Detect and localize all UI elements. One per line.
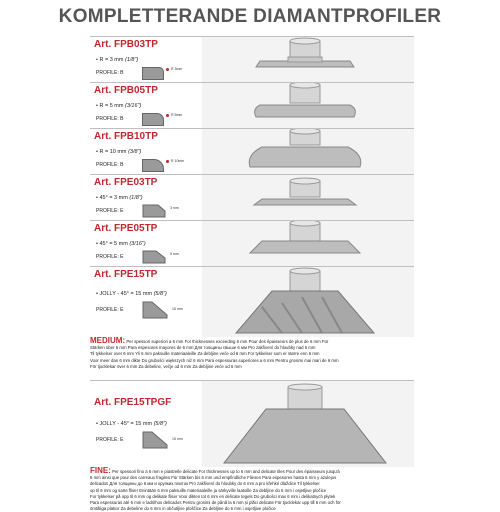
article-number: Art. FPE15TPGF [94,397,172,408]
product-info [90,381,200,467]
radius-marker [166,114,169,117]
product-row [90,36,414,83]
profile-label: PROFILE: E [96,437,124,443]
profile-swatch [142,67,164,80]
profile-label: PROFILE: B [96,162,124,168]
radius-label: R 3mm [171,67,183,71]
diamond-profile-wheel-icon [202,175,414,221]
product-row [90,266,414,337]
spec-fraction: (3/8") [128,149,142,155]
spec-value: 45° = 5 mm [99,241,128,247]
spec-value: 45° = 3 mm [99,195,128,201]
profile-label: PROFILE: B [96,70,124,76]
chamfer-profile-swatch [142,301,168,319]
chamfer-profile-swatch [142,204,166,218]
fine-note-line: 6 mm ainsi que pour des carreaux fragiles Für Stärken bis 6 mm und empfindliche Fliesen Para espesores hasta 6 mm y azulejos [90,475,337,481]
chamfer-profile-swatch [142,250,166,264]
fine-note-line: ömtåliga plattor Za debeline do 6 mm in občutljive ploščice Za debljine do 6 mm i osjetljive pločice [90,506,276,512]
product-image [202,129,414,175]
page-title: KOMPLETTERANDE DIAMANTPROFILER [58,6,442,27]
medium-note-line: Voor meer dan 6 mm dikte Do grubości większych niż 6 mm Para espessuras superiores a 6 mm Pentru grosimi mai mari de 6 mm [90,357,339,363]
product-info [90,175,200,221]
diamond-profile-wheel-icon [202,37,414,83]
spec-fraction: (3/16") [129,241,146,247]
article-number: Art. FPB03TP [94,39,158,50]
spec-value: JOLLY - 45° = 15 mm [99,421,153,427]
spec-fraction: (5/8") [153,421,167,427]
radius-label: 3 mm [170,206,179,210]
fine-note-line: Per spessori fino a 6 mm e piastrelle delicate For thicknesses up to 6 mm and delicate tiles Pour des épaisseurs jusqu'à [112,469,340,474]
radius-label: 15 mm [172,307,183,311]
spec-text: • JOLLY - 45° = 15 mm (5/8") [96,421,167,427]
article-number: Art. FPE15TP [94,269,158,280]
fine-notes [90,468,414,512]
fine-note-line: Para espessuras até 6 mm e ladrilhos delicados Pentru grosimi de până la 6 mm și plăci delicate För tjocklekar upp till 6 mm och för [90,500,341,506]
product-image [202,381,414,467]
article-number: Art. FPE05TP [94,223,158,234]
product-row [90,174,414,221]
radius-label: 15 mm [172,437,183,441]
spec-fraction: (1/8") [129,195,143,201]
product-row [90,82,414,129]
spec-value: R = 10 mm [99,149,127,155]
spec-value: JOLLY - 45° = 15 mm [99,291,153,297]
product-row [90,380,414,467]
radius-label: R 10mm [171,159,185,163]
product-image [202,175,414,221]
medium-note-line: Til tykkelser over 6 mm Yli 6 mm paksuille materiaaleille Za debljine veće od 6 mm For tykkelser som er større enn 6 mm [90,351,320,357]
product-sheet [90,36,414,512]
fine-note-line: For tykkelser på opp til 6 mm og delikate fliser Voor dikten tot 6 mm en delicate tegels Do grubości max 6 mm i delikatnych płytek [90,493,336,499]
medium-label: MEDIUM: [90,336,126,345]
profile-label: PROFILE: E [96,307,124,313]
spec-text: • R = 3 mm (1/8") [96,57,139,63]
spec-text: • R = 5 mm (3/16") [96,103,142,109]
medium-note-line: För tjocklekar över 6 mm Za debeline, večje od 6 mm Za debljine veće od 6 mm [90,363,242,369]
product-info [90,37,200,83]
medium-note-line: Per spessori superiori a 6 mm For thicknesses exceeding 6 mm Pour des épaisseurs de plus de 6 mm Für [126,339,329,344]
diamond-profile-wheel-icon [202,129,414,175]
medium-notes [90,338,414,370]
spec-text: • JOLLY - 45° = 15 mm (5/8") [96,291,167,297]
spec-text: • R = 10 mm (3/8") [96,149,142,155]
product-image [202,267,414,337]
diamond-profile-wheel-icon [202,221,414,267]
product-image [202,37,414,83]
spec-fraction: (5/8") [153,291,167,297]
fine-note-line: op til 6 mm og sarte fliser Enintään 6 mm paksuille materiaaleille ja särkyville laatoille Za debljine do 6 mm i osjetljive pločice [90,487,327,493]
product-row [90,128,414,175]
spec-fraction: (3/16") [125,103,142,109]
profile-swatch [142,159,164,172]
radius-marker [166,160,169,163]
profile-label: PROFILE: B [96,116,124,122]
radius-label: R 5mm [171,113,183,117]
spec-value: R = 5 mm [99,103,124,109]
chamfer-profile-swatch [142,431,168,449]
jolly-diamond-wheel-icon [202,267,414,337]
diamond-profile-wheel-icon [202,83,414,129]
radius-marker [166,68,169,71]
product-image [202,221,414,267]
article-number: Art. FPB10TP [94,131,158,142]
spec-fraction: (1/8") [125,57,139,63]
fine-note-line: delicados Для толщины до 6 мм и хрупких плиток Pro zakřivení do hloubky do 6 mm a pro křehké dlaždice Til tykkelser [90,481,320,487]
profile-label: PROFILE: E [96,208,124,214]
jolly-diamond-wheel-icon [202,381,414,467]
radius-label: 5 mm [170,252,179,256]
profile-label: PROFILE: E [96,254,124,260]
product-info [90,267,200,337]
product-info [90,83,200,129]
spec-value: R = 3 mm [99,57,124,63]
spec-text: • 45° = 3 mm (1/8") [96,195,143,201]
product-info [90,221,200,267]
profile-swatch [142,113,164,126]
fine-label: FINE: [90,466,111,475]
product-row [90,220,414,267]
article-number: Art. FPB05TP [94,85,158,96]
article-number: Art. FPE03TP [94,177,158,188]
medium-note-line: Stärken über 6 mm Para espesores mayores de 6 mm Для толщины свыше 6 мм Pro zakřivení do hloubky nad 6 mm [90,345,316,351]
spec-text: • 45° = 5 mm (3/16") [96,241,146,247]
product-info [90,129,200,175]
product-image [202,83,414,129]
